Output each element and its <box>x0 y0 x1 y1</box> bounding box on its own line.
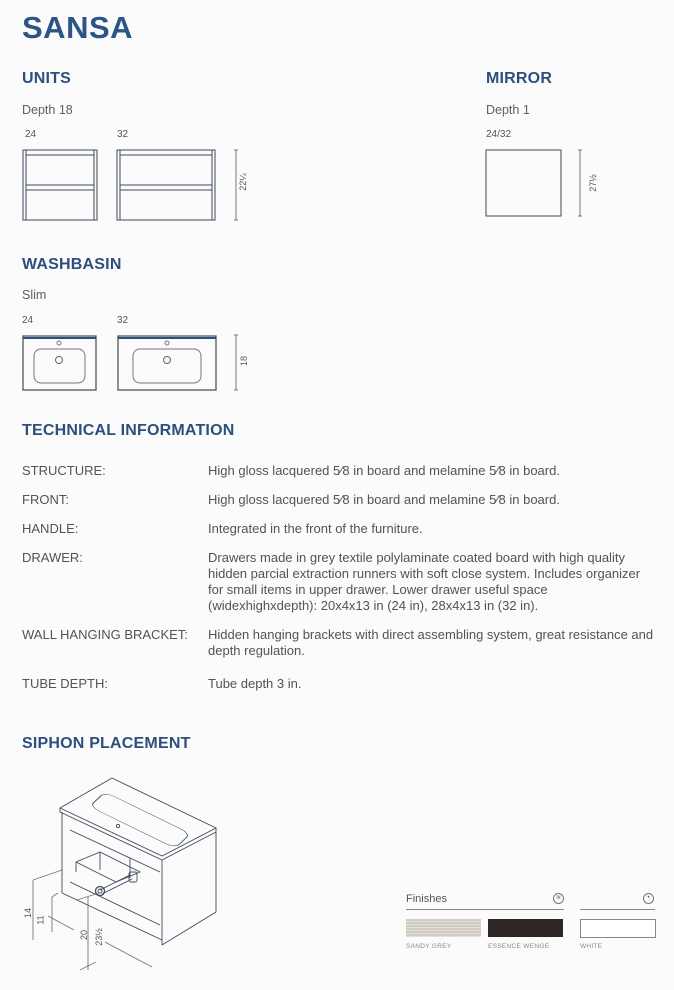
unit-height: 22¼ <box>237 173 248 191</box>
swatch-label-white: WHITE <box>580 943 603 950</box>
technical-heading: TECHNICAL INFORMATION <box>22 422 235 439</box>
units-heading: UNITS <box>22 70 71 87</box>
siphon-heading: SIPHON PLACEMENT <box>22 735 191 752</box>
finishes-title: Finishes <box>406 893 447 905</box>
tech-value-bracket: Hidden hanging brackets with direct assembling system, great resistance and depth regulation. <box>208 627 654 658</box>
washbasin-depth: 18 <box>239 355 250 367</box>
siphon-dim-20: 20 <box>79 929 90 941</box>
tech-value-drawer: Drawers made in grey textile polylaminate coated board with high quality hidden parcial extraction runners with soft close system. Includes organizer for small items in upper drawer. Lower drawer useful space (widexhighxdepth): 20x4x13 in (24 in), 28x4x13 in (32 in). <box>208 550 641 613</box>
swatch-label-essence-wenge: ESSENCE WENGE <box>488 943 550 950</box>
unit-width-32: 32 <box>117 129 129 140</box>
mirror-depth: Depth 1 <box>486 103 530 117</box>
washbasin-heading: WASHBASIN <box>22 256 122 273</box>
units-depth: Depth 18 <box>22 103 73 117</box>
tech-value-tube-depth: Tube depth 3 in. <box>208 676 302 691</box>
tech-label-structure: STRUCTURE: <box>22 463 106 478</box>
washbasin-width-24: 24 <box>22 315 34 326</box>
siphon-dim-14: 14 <box>23 907 34 919</box>
tech-label-front: FRONT: <box>22 492 69 507</box>
tech-label-handle: HANDLE: <box>22 521 79 536</box>
mirror-finish-icon: • <box>643 893 654 904</box>
washbasin-width-32: 32 <box>117 315 129 326</box>
finishes-divider <box>406 909 564 910</box>
swatch-label-sandy-grey: SANDY GREY <box>406 943 452 950</box>
tech-value-handle: Integrated in the front of the furniture. <box>208 521 423 536</box>
tech-label-bracket: WALL HANGING BRACKET: <box>22 627 188 642</box>
siphon-dim-11: 11 <box>35 915 46 925</box>
furniture-finish-icon: ≋ <box>553 893 564 904</box>
mirror-finishes-divider <box>580 909 655 910</box>
siphon-dim-23-5: 23½ <box>93 928 104 946</box>
tech-value-front: High gloss lacquered 5⁄8 in board and melamine 5⁄8 in board. <box>208 492 560 507</box>
page-title: SANSA <box>22 10 134 45</box>
washbasin-type: Slim <box>22 288 47 302</box>
mirror-heading: MIRROR <box>486 70 553 87</box>
mirror-width: 24/32 <box>486 129 512 140</box>
swatch-sandy-grey[interactable] <box>406 919 481 937</box>
mirror-height: 27½ <box>587 174 598 192</box>
swatch-white[interactable] <box>580 919 656 938</box>
unit-width-24: 24 <box>25 129 37 140</box>
tech-label-tube-depth: TUBE DEPTH: <box>22 676 108 691</box>
tech-value-structure: High gloss lacquered 5⁄8 in board and melamine 5⁄8 in board. <box>208 463 560 478</box>
swatch-essence-wenge[interactable] <box>488 919 563 937</box>
tech-label-drawer: DRAWER: <box>22 550 83 565</box>
